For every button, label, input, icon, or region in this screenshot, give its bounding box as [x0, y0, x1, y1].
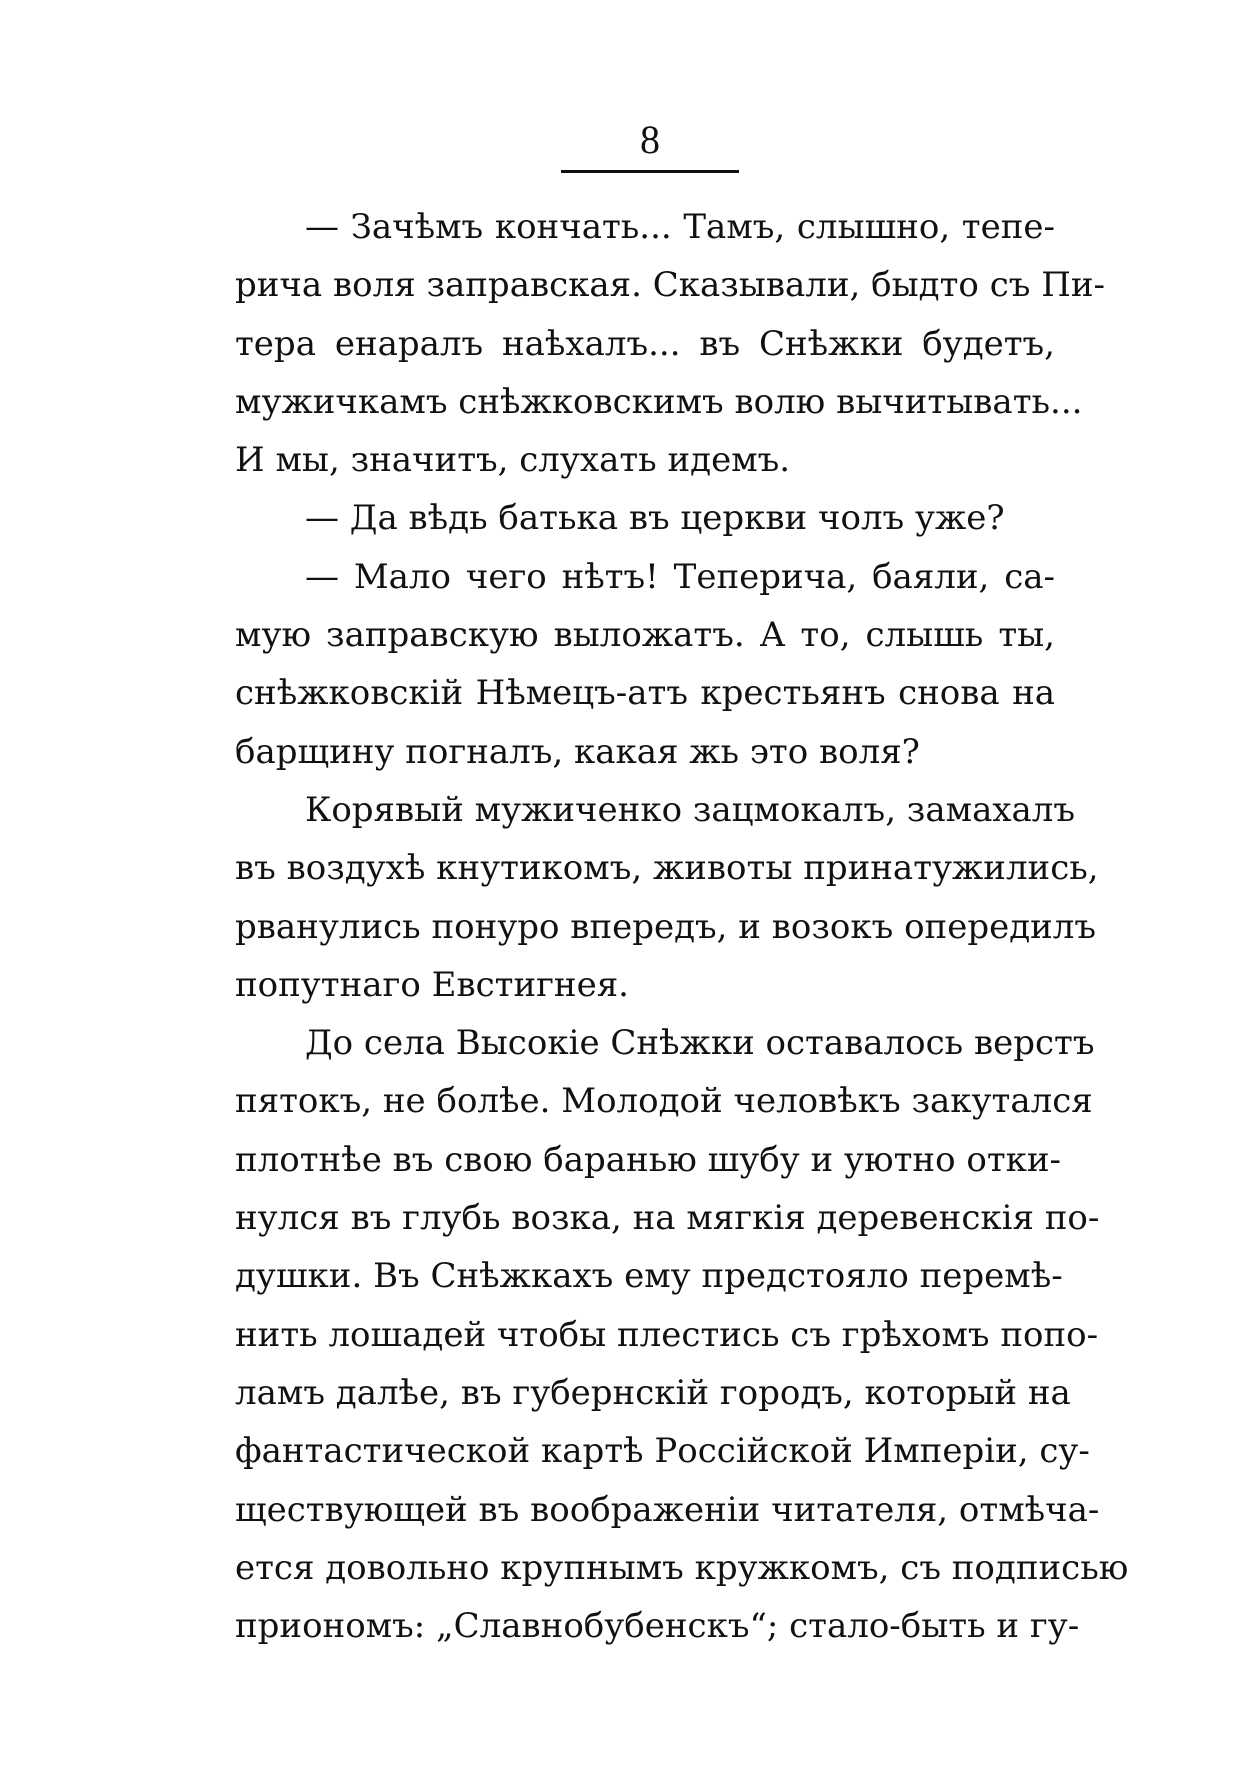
text-line: въ воздухѣ кнутикомъ, животы принатужились, — [235, 848, 1099, 889]
text-line: — Да вѣдь батька въ церкви чолъ уже? — [305, 498, 1005, 539]
text-line: нулся въ глубь возка, на мягкія деревенскія по- — [235, 1198, 1100, 1239]
header-rule — [561, 170, 739, 173]
text-line: До села Высокіе Снѣжки оставалось верстъ — [305, 1023, 1095, 1064]
page-number: 8 — [640, 117, 660, 162]
text-line: тера енаралъ наѣхалъ... въ Снѣжки будетъ, — [235, 323, 1055, 364]
text-line: попутнаго Евстигнея. — [235, 964, 629, 1005]
text-line: ется довольно крупнымъ кружкомъ, съ подписью — [235, 1547, 1129, 1588]
text-line: рича воля заправская. Сказывали, быдто съ Пи- — [235, 265, 1105, 306]
text-line: — Мало чего нѣтъ! Теперича, баяли, са- — [305, 556, 1055, 597]
text-line: рванулись понуро впередъ, и возокъ опередилъ — [235, 906, 1097, 947]
text-line: плотнѣе въ свою баранью шубу и уютно отки- — [235, 1139, 1062, 1180]
text-line: ламъ далѣе, въ губернскій городъ, который на — [235, 1372, 1071, 1413]
text-line: нить лошадей чтобы плестись съ грѣхомъ попо- — [235, 1314, 1099, 1355]
text-line: фантастической картѣ Россійской Имперіи, су- — [235, 1431, 1090, 1472]
text-line: приономъ: „Славнобубенскъ“; стало-быть и гу- — [235, 1606, 1080, 1647]
body-text — [235, 198, 1129, 1655]
text-line: И мы, значитъ, слухать идемъ. — [235, 440, 791, 481]
text-line: ществующей въ воображеніи читателя, отмѣча- — [235, 1489, 1100, 1530]
text-line: Корявый мужиченко зацмокалъ, замахалъ — [305, 789, 1076, 830]
text-line: пятокъ, не болѣе. Молодой человѣкъ закутался — [235, 1081, 1093, 1122]
text-line: душки. Въ Снѣжкахъ ему предстояло перемѣ- — [235, 1256, 1063, 1297]
text-line: мужичкамъ снѣжковскимъ волю вычитывать... — [235, 381, 1083, 422]
page-header — [560, 118, 740, 173]
text-line: — Зачѣмъ кончать... Тамъ, слышно, тепе- — [305, 207, 1055, 247]
text-line: барщину погналъ, какая жь это воля? — [235, 731, 920, 772]
text-line: снѣжковскій Нѣмецъ-атъ крестьянъ снова на — [235, 673, 1055, 714]
text-line: мую заправскую выложатъ. А то, слышь ты, — [235, 615, 1055, 656]
